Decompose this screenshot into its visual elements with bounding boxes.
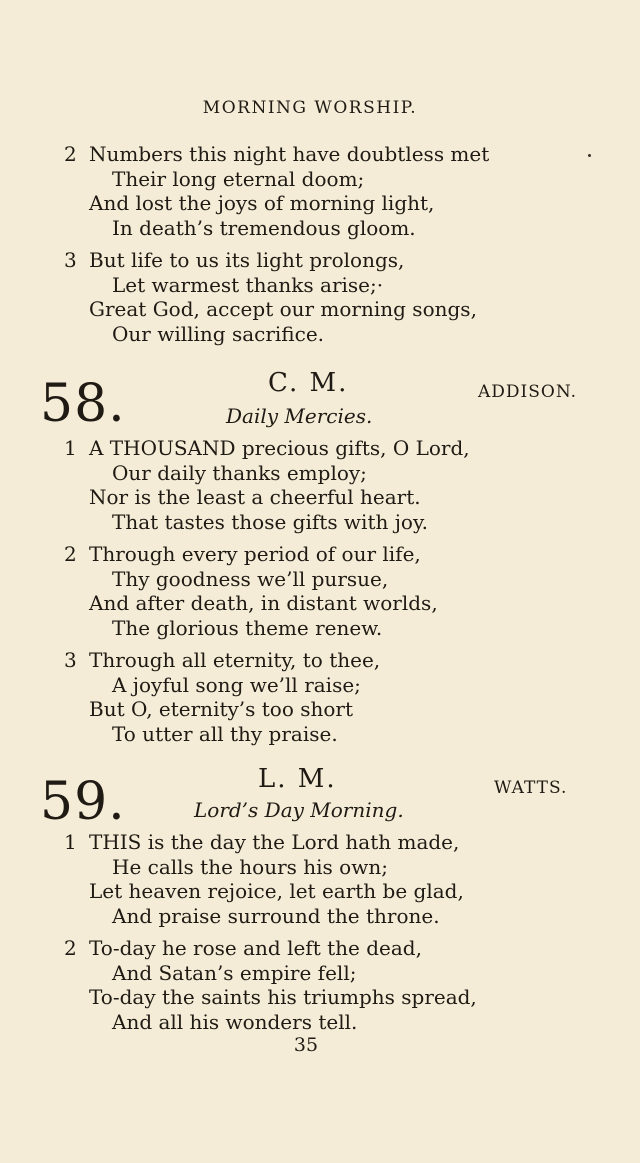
stanza-line: To utter all thy praise. <box>112 721 338 746</box>
stanza-line: Let heaven rejoice, let earth be glad, <box>89 879 464 903</box>
stanza-line: And all his wonders tell. <box>112 1009 358 1034</box>
stanza-line: The glorious theme renew. <box>112 615 383 640</box>
stanza-58-3 <box>64 648 604 746</box>
stanza-line: Our willing sacrifice. <box>112 321 325 346</box>
stanza-line: And praise surround the throne. <box>112 903 440 928</box>
stanza-number: 2 <box>64 142 77 166</box>
stanza-line: Thy goodness we’ll pursue, <box>112 566 389 591</box>
stanza-number: 1 <box>64 830 77 854</box>
stanza-line: But O, eternity’s too short <box>89 697 354 721</box>
stanza-number: 3 <box>64 648 77 672</box>
hymn-author: WATTS. <box>494 778 568 798</box>
stanza-line: 3 But life to us its light prolongs, <box>64 248 405 272</box>
stanza-58-1 <box>64 436 604 534</box>
stanza-line: And lost the joys of morning light, <box>89 191 435 215</box>
stanza-line: Great God, accept our morning songs, <box>89 297 477 321</box>
hymn-subtitle: Lord’s Day Morning. <box>194 798 404 822</box>
stanza-line: 2 Through every period of our life, <box>64 542 421 566</box>
stanza-59-2 <box>64 936 604 1034</box>
stanza-line: 1 THIS is the day the Lord hath made, <box>64 830 460 854</box>
hymn-number: 59. <box>40 772 126 832</box>
stanza-line: Our daily thanks employ; <box>112 460 367 485</box>
hymn-number: 58. <box>40 374 126 434</box>
hymn-meter: L. M. <box>258 764 337 794</box>
stanza-line: In death’s tremendous gloom. <box>112 215 416 240</box>
hymn-author: ADDISON. <box>478 382 578 402</box>
stanza-line: That tastes those gifts with joy. <box>112 509 428 534</box>
stanza-line: A joyful song we’ll raise; <box>112 672 361 697</box>
stanza-number: 1 <box>64 436 77 460</box>
stanza-59-1 <box>64 830 604 928</box>
stanza-line: Nor is the least a cheerful heart. <box>89 485 421 509</box>
stanza-prev-3 <box>64 248 604 346</box>
running-head: MORNING WORSHIP. <box>202 98 418 118</box>
stanza-number: 2 <box>64 542 77 566</box>
stanza-line: And Satan’s empire fell; <box>112 960 357 985</box>
stanza-number: 2 <box>64 936 77 960</box>
stanza-line: 3 Through all eternity, to thee, <box>64 648 381 672</box>
stanza-line: Let warmest thanks arise;· <box>112 272 384 297</box>
stanza-prev-2 <box>64 142 604 240</box>
stanza-line: Their long eternal doom; <box>112 166 365 191</box>
hymn-subtitle: Daily Mercies. <box>226 404 373 428</box>
stanza-line: 2 To-day he rose and left the dead, <box>64 936 422 960</box>
stanza-line: To-day the saints his triumphs spread, <box>89 985 477 1009</box>
stanza-line: And after death, in distant worlds, <box>89 591 438 615</box>
stanza-line: He calls the hours his own; <box>112 854 388 879</box>
hymn-meter: C. M. <box>268 368 349 398</box>
stanza-line: 2 Numbers this night have doubtless met <box>64 142 490 166</box>
stanza-line: 1 A THOUSAND precious gifts, O Lord, <box>64 436 470 460</box>
page-number: 35 <box>293 1034 319 1056</box>
stanza-number: 3 <box>64 248 77 272</box>
stanza-58-2 <box>64 542 604 640</box>
